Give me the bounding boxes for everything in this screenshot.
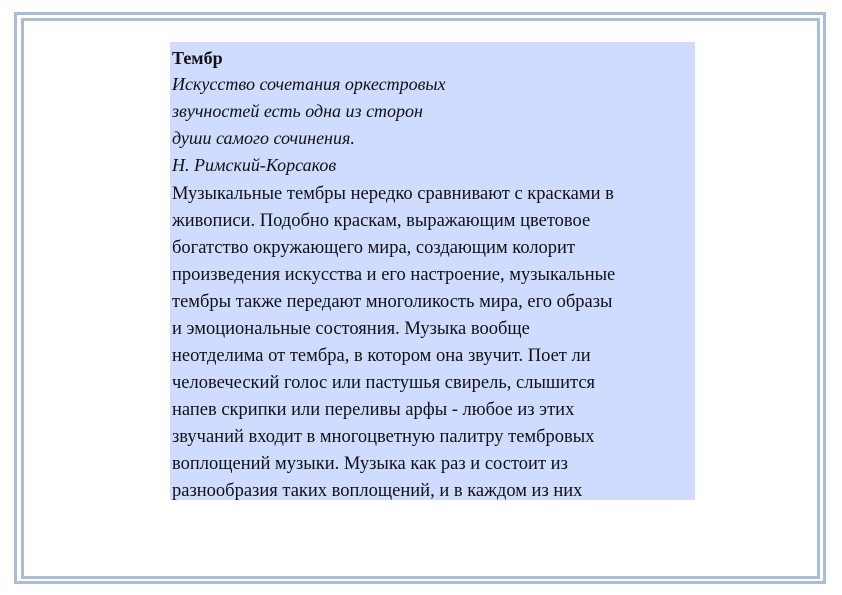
body-line: живописи. Подобно краскам, выражающим цветовое — [172, 211, 591, 231]
epigraph-line: души самого сочинения. — [172, 128, 355, 148]
text-box — [170, 42, 695, 500]
body-line: и эмоциональные состояния. Музыка вообще — [172, 319, 530, 339]
body-line: неотделима от тембра, в котором она звучит. Поет ли — [172, 346, 591, 366]
epigraph-author: Н. Римский-Корсаков — [172, 155, 337, 175]
epigraph — [172, 71, 446, 179]
epigraph-line: Искусство сочетания оркестровых — [172, 74, 446, 94]
body-line: произведения искусства и его настроение, музыкальные — [172, 265, 616, 285]
body-text — [172, 181, 615, 500]
body-line: человеческий голос или пастушья свирель, слышится — [172, 373, 596, 393]
body-line: богатство окружающего мира, создающим колорит — [172, 238, 576, 258]
body-line: напев скрипки или переливы арфы - любое из этих — [172, 400, 575, 420]
epigraph-line: звучностей есть одна из сторон — [172, 101, 423, 121]
body-line: тембры также передают многоликость мира, его образы — [172, 292, 613, 312]
body-line: Музыкальные тембры нередко сравнивают с красками в — [172, 184, 614, 204]
body-line: звучаний входит в многоцветную палитру тембровых — [172, 427, 595, 447]
slide-title: Тембр — [172, 48, 223, 68]
body-line: воплощений музыки. Музыка как раз и состоит из — [172, 454, 568, 474]
body-line: разнообразия таких воплощений, и в каждом из них — [172, 481, 583, 500]
